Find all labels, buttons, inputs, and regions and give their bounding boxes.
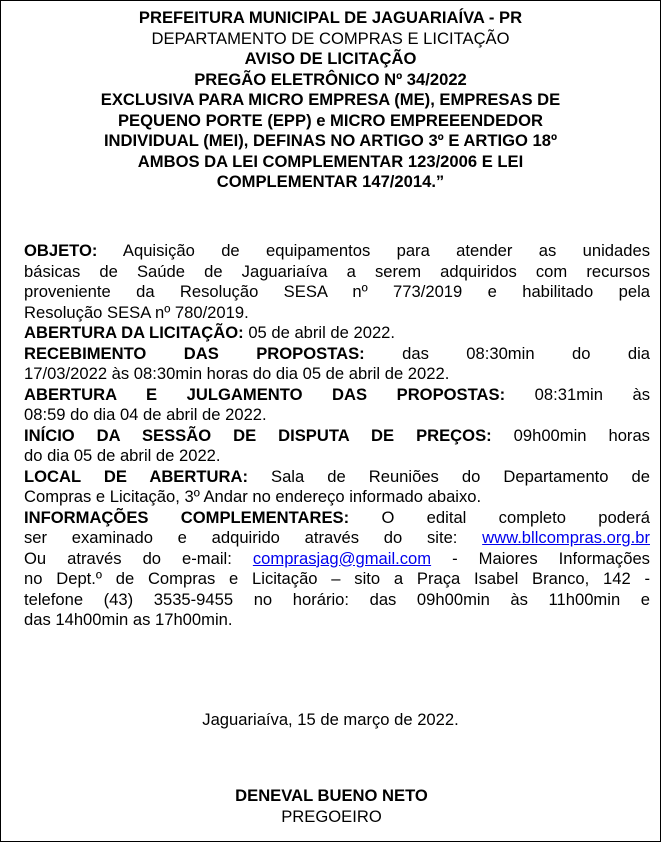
info-line-2: [24, 528, 650, 549]
auction-number: PREGÃO ELETRÔNICO Nº 34/2022: [194, 69, 467, 89]
objeto-line-3: proveniente da Resolução SESA nº 773/2019 e habilitado pela: [24, 282, 650, 301]
local-text-1: Sala de Reuniões do Departamento de: [247, 466, 651, 486]
objeto-line-4: Resolução SESA nº 780/2019.: [24, 302, 249, 322]
abertura-value: 05 de abril de 2022.: [243, 323, 396, 342]
abertura-label: ABERTURA DA LICITAÇÃO:: [24, 323, 244, 342]
info-line-5: telefone (43) 3535-9455 no horário: das 09h00min às 11h00min e: [24, 589, 650, 609]
eligibility-line-5: COMPLEMENTAR 147/2014.”: [216, 172, 445, 191]
email-link[interactable]: comprasjag@gmail.com: [252, 548, 432, 568]
info-line-4: no Dept.º de Compras e Licitação – sito a Praça Isabel Branco, 142 -: [24, 569, 650, 588]
signer-role: PREGOEIRO: [281, 806, 382, 826]
signer-name: DENEVAL BUENO NETO: [235, 786, 428, 805]
objeto-line-1: [24, 241, 650, 262]
info-line-6: das 14h00min as 17h00min.: [24, 610, 233, 629]
info-line-3: [24, 549, 650, 570]
eligibility-line-1: EXCLUSIVA PARA MICRO EMPRESA (ME), EMPRESAS DE: [100, 90, 561, 109]
notice-body: [24, 241, 650, 631]
site-link[interactable]: www.bllcompras.org.br: [482, 528, 650, 547]
eligibility-line-3: INDIVIDUAL (MEI), DEFINAS NO ARTIGO 3º E ARTIGO 18º: [103, 131, 558, 150]
info-text-1: O edital completo poderá: [349, 507, 650, 527]
objeto-line-2: básicas de Saúde de Jaguariaíva a serem adquiridos com recursos: [24, 261, 650, 281]
info-text-2: ser examinado e adquirido através do site:: [24, 528, 458, 547]
recebimento-text-1: das 08:30min do dia: [364, 343, 650, 363]
eligibility-line-4: AMBOS DA LEI COMPLEMENTAR 123/2006 E LEI: [137, 151, 524, 171]
disputa-line-1: [24, 426, 650, 447]
local-label: LOCAL DE ABERTURA:: [24, 466, 248, 486]
objeto-text-1: Aquisição de equipamentos para atender as unidades: [97, 241, 650, 260]
department-title: DEPARTAMENTO DE COMPRAS E LICITAÇÃO: [151, 28, 510, 48]
local-line-1: [24, 467, 650, 488]
info-text-3a: Ou através do e-mail:: [24, 548, 232, 568]
info-text-3b: - Maiores Informações: [431, 548, 650, 568]
info-line-1: [24, 508, 650, 529]
signature-block: [1, 786, 661, 827]
info-label: INFORMAÇÕES COMPLEMENTARES:: [24, 507, 350, 527]
disputa-line-2: do dia 05 de abril de 2022.: [24, 446, 221, 465]
recebimento-label: RECEBIMENTO DAS PROPOSTAS:: [24, 343, 365, 363]
julgamento-text-1: 08:31min às: [505, 384, 651, 404]
julgamento-line-2: 08:59 do dia 04 de abril de 2022.: [24, 405, 267, 424]
issue-date: Jaguariaíva, 15 de março de 2022.: [202, 710, 459, 729]
disputa-text-1: 09h00min horas: [491, 425, 650, 445]
local-line-2: Compras e Licitação, 3º Andar no endereço informado abaixo.: [24, 487, 482, 506]
notice-header: [1, 8, 660, 193]
julgamento-line-1: [24, 385, 650, 406]
julgamento-label: ABERTURA E JULGAMENTO DAS PROPOSTAS:: [24, 384, 506, 404]
municipality-title: PREFEITURA MUNICIPAL DE JAGUARIAÍVA - PR: [138, 8, 523, 27]
objeto-label: OBJETO:: [24, 241, 98, 260]
eligibility-line-2: PEQUENO PORTE (EPP) e MICRO EMPREEENDEDOR: [117, 110, 544, 130]
recebimento-line-1: [24, 344, 650, 365]
notice-type: AVISO DE LICITAÇÃO: [244, 49, 417, 68]
disputa-label: INÍCIO DA SESSÃO DE DISPUTA DE PREÇOS:: [24, 425, 492, 445]
abertura-line: [24, 323, 650, 344]
recebimento-line-2: 17/03/2022 às 08:30min horas do dia 05 de abril de 2022.: [24, 364, 450, 383]
